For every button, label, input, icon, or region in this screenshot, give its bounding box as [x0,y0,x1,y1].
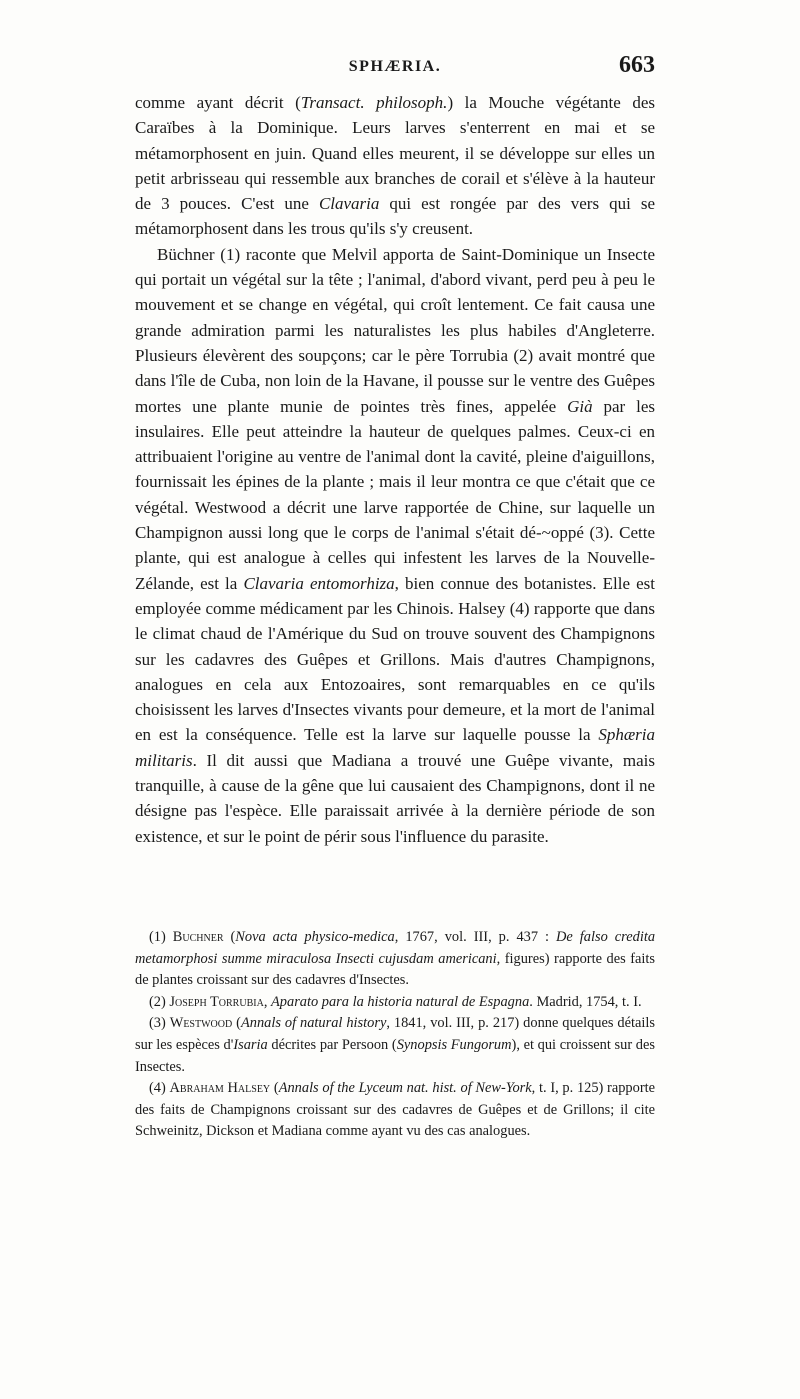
italic-run: Clavaria entomorhiza [243,573,395,593]
italic-run: Synopsis Fungorum [396,1036,512,1053]
footnote-3 [135,1013,655,1078]
paragraph-1 [135,90,655,242]
text-run: (2) [149,993,170,1010]
italic-run: Aparato para la historia natural de Espagna [271,993,530,1010]
italic-run: Annals of the Lyceum nat. hist. of New-York [278,1080,532,1097]
text-run: , figures) rapporte des faits de plantes croissant sur des cadavres d'Insectes. [135,950,655,989]
text-run: , 1841, vol. III, p. 217) donne quelques détails sur les espèces d' [135,1015,655,1053]
page-number: 663 [619,52,655,78]
author-name: Abraham Halsey [169,1080,271,1097]
author-name: Westwood [169,1015,233,1032]
italic-run: Già [567,396,593,416]
footnote-4 [135,1078,655,1143]
text-run: . Madrid, 1754, t. I. [529,993,642,1010]
text-run: qui est rongée par des vers qui se métamorphosent dans les trous qu'ils s'y creusent. [135,194,655,239]
footnote-2 [135,992,655,1014]
italic-run: Clavaria [318,194,380,214]
author-name: Joseph Torrubia [169,993,264,1010]
italic-run: Nova acta physico-medica [235,929,395,945]
text-run: , 1767, vol. III, p. 437 : [394,929,557,945]
text-run: , t. I, p. 125) rapporte des faits de Champignons croissant sur des cadavres de Guêpes et de Grillons; il cite Schweinitz, Dickson et Madiana comme ayant vu des cas analogues. [135,1080,656,1140]
author-name: Buchner [172,929,224,945]
text-run: ( [232,1015,241,1032]
footnotes [135,927,655,1143]
paragraph-2 [135,242,655,849]
running-head [135,52,655,80]
text-run: par les insulaires. Elle peut atteindre la hauteur de quelques palmes. Ceux-ci en attribuaient l'origine au ventre de l'animal dont la cavité, pleine d'aiguillons, fournissait les épines de la plante ; mais il leur montra ce que c'était que ce végétal. Westwood a décrit une larve rapportée de Chine, sur laquelle un Champignon aussi long que le corps de l'animal s'était dé-~oppé (3). Cette plante, qui est analogue à celles qui infestent les larves de la Nouvelle-Zélande, est la [135,396,655,593]
text-run: , [263,993,272,1010]
text-run: , bien connue des botanistes. Elle est employée comme médicament par les Chinois. Halsey (4) rapporte que dans le climat chaud de l'Amérique du Sud on trouve souvent des Champignons sur les cadavres des Guêpes et Grillons. Mais d'autres Champignons, analogues en cela aux Entozoaires, sont remarquables en ce qu'ils choisissent les larves d'Insectes vivants pour demeure, et la mort de l'animal en est la conséquence. Telle est la larve sur laquelle pousse la [135,573,655,745]
italic-run: Transact. philosoph. [300,93,448,112]
text-run: décrites par Persoon ( [267,1036,397,1053]
italic-run: Isaria [233,1036,268,1053]
text-run: (4) [149,1080,170,1097]
text-run: (1) [149,929,173,945]
italic-run: De falso credita metamorphosi summe miraculosa Insecti cujusdam americani [135,929,656,967]
text-run: ), et qui croissent sur des Insectes. [135,1036,655,1075]
italic-run: Sphæria militaris [135,725,655,770]
text-run: Büchner (1) raconte que Melvil apporta de Saint-Dominique un Insecte qui portait un végétal sur la tête ; l'animal, d'abord vivant, perd peu à peu le mouvement et se change en végétal, qui croît lentement. Ce fait causa une grande admiration parmi les naturalistes les plus habiles d'Angleterre. Plusieurs élevèrent des soupçons; car le père Torrubia (2) avait montré que dans l'île de Cuba, non loin de la Havane, il pousse sur le ventre des Guêpes mortes une plante munie de pointes très fines, appelée [135,244,655,416]
text-run: ) la Mouche végétante des Caraïbes à la Dominique. Leurs larves s'enterrent en mai et se métamorphosent en juin. Quand elles meurent, il se développe sur elles un petit arbrisseau qui ressemble aux branches de corail et s'élève à la hauteur de 3 pouces. C'est une [135,93,655,214]
text-run: comme ayant décrit ( [135,93,301,112]
text-run: ( [270,1080,279,1097]
text-run: (3) [149,1015,170,1032]
footnote-1 [135,927,655,992]
text-run: ( [223,929,236,945]
text-run: . Il dit aussi que Madiana a trouvé une Guêpe vivante, mais tranquille, à cause de la gêne que lui causaient des Champignons, dont il ne désigne pas l'espèce. Elle paraissait arrivée à la dernière période de son existence, et sur le point de périr sous l'influence du parasite. [135,750,655,846]
italic-run: Annals of natural history [240,1015,387,1032]
body-text [135,90,655,849]
running-title: SPHÆRIA. [348,58,442,75]
